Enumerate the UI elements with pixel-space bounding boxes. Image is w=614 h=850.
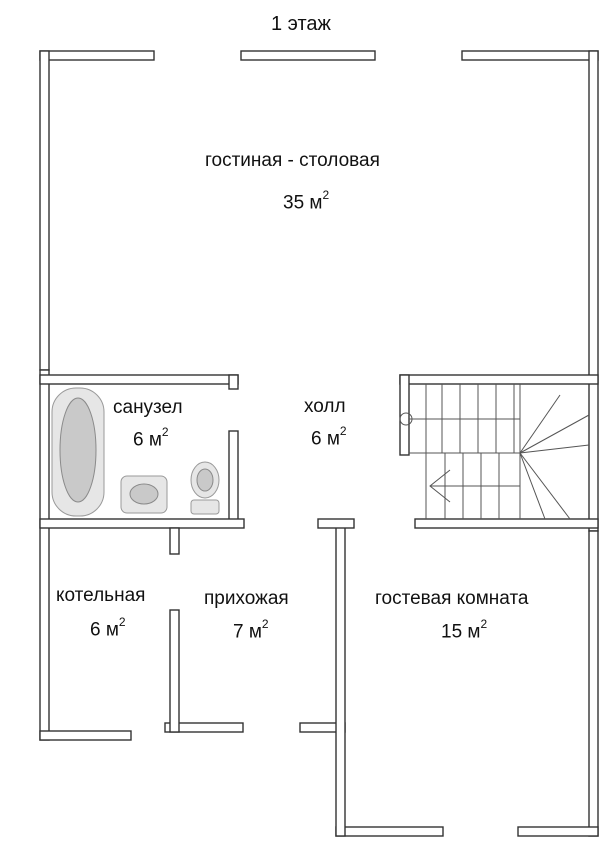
wall-top-middle [241, 51, 375, 60]
area-exp: 2 [118, 615, 126, 629]
room-name-bathroom: санузел [113, 397, 183, 418]
room-name-hall: холл [304, 396, 346, 417]
area-unit: м [467, 621, 481, 643]
area-value: 6 [90, 619, 101, 641]
wall-boiler-divider [170, 610, 179, 732]
area-unit: м [148, 429, 162, 451]
wall-bottom-guest-left [336, 827, 443, 836]
room-name-living: гостиная - столовая [205, 150, 380, 171]
toilet-icon [191, 462, 219, 514]
wall-boiler-top-stub [170, 528, 179, 554]
area-unit: м [326, 428, 340, 450]
wall-bottom-boiler [40, 731, 131, 740]
area-value: 6 [311, 428, 322, 450]
wall-living-bath [40, 375, 238, 384]
area-value: 7 [233, 621, 244, 643]
bathtub-icon [52, 388, 104, 516]
area-value: 6 [133, 429, 144, 451]
room-name-entrance: прихожая [204, 588, 289, 609]
wall-stair-top [400, 375, 598, 384]
room-area-bathroom [133, 427, 169, 451]
wall-bottom-guest-right [518, 827, 598, 836]
wall-stair-bottom [415, 519, 598, 528]
wall-bath-right [229, 431, 238, 526]
room-area-living [283, 190, 329, 214]
wall-right-upper [589, 51, 598, 531]
wall-top-right [462, 51, 598, 60]
wall-hall-guest-left [318, 519, 354, 528]
room-area-entrance [233, 619, 269, 643]
area-exp: 2 [339, 424, 347, 438]
wall-bath-stub [229, 375, 238, 389]
sink-icon [121, 476, 167, 513]
room-name-boiler: котельная [56, 585, 146, 606]
wall-bath-bottom [40, 519, 244, 528]
area-exp: 2 [161, 425, 169, 439]
wall-right-lower [589, 531, 598, 836]
room-area-boiler [90, 617, 126, 641]
area-unit: м [309, 192, 323, 214]
staircase-icon [400, 384, 589, 519]
wall-left-upper [40, 51, 49, 370]
wall-guest-left [336, 523, 345, 836]
area-exp: 2 [261, 617, 269, 631]
area-unit: м [105, 619, 119, 641]
area-exp: 2 [480, 617, 488, 631]
room-area-guest [441, 619, 487, 643]
room-name-guest: гостевая комната [375, 588, 529, 609]
area-value: 35 [283, 192, 305, 214]
area-unit: м [248, 621, 262, 643]
wall-top-left [40, 51, 154, 60]
room-area-hall [311, 426, 347, 450]
area-exp: 2 [322, 188, 330, 202]
floor-title: 1 этаж [271, 13, 331, 35]
wall-left-lower [40, 370, 49, 740]
area-value: 15 [441, 621, 463, 643]
